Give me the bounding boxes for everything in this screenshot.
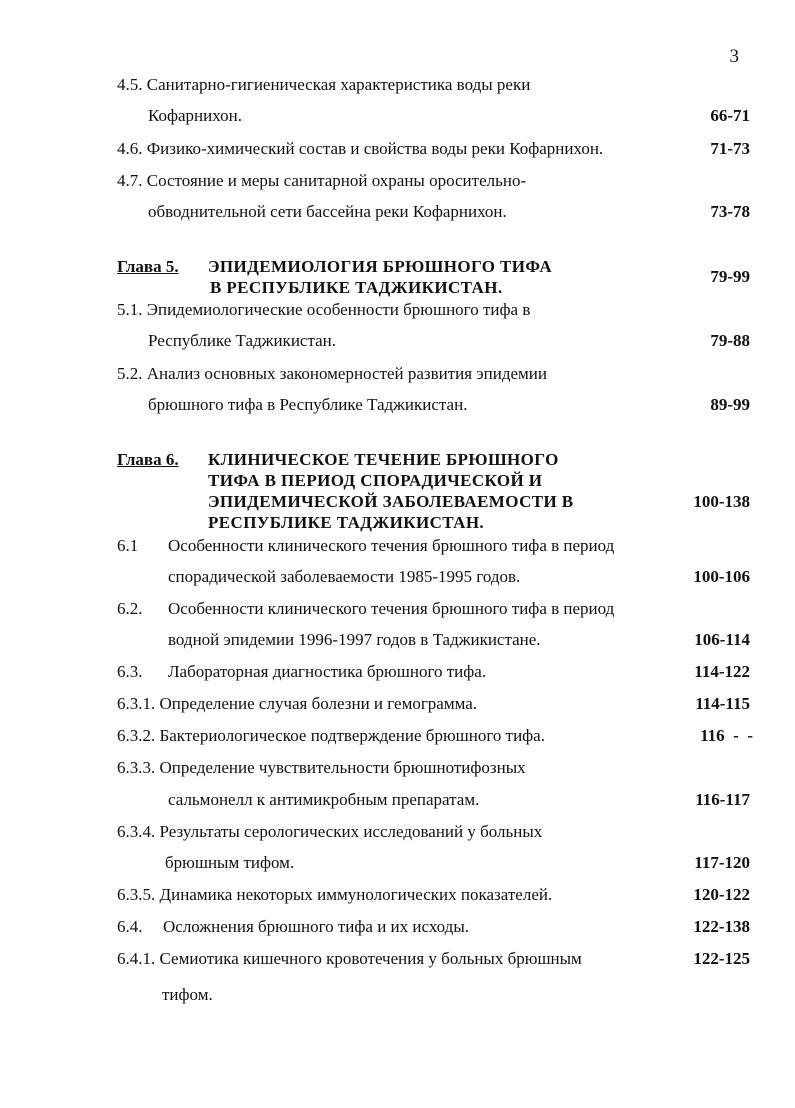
chapter-label: Глава 5. — [117, 257, 179, 276]
chapter-label: Глава 6. — [117, 450, 179, 469]
toc-entry: Лабораторная диагностика брюшного тифа. — [168, 662, 487, 681]
toc-entry: 5.2. Анализ основных закономерностей развития эпидемии — [117, 364, 547, 383]
toc-entry-number: 6.2. — [117, 599, 143, 618]
toc-entry-number: 6.1 — [117, 536, 139, 555]
toc-entry: 6.3.2. Бактериологическое подтверждение брюшного тифа. — [117, 726, 545, 745]
toc-entry: Особенности клинического течения брюшного тифа в период — [168, 536, 615, 555]
toc-entry: 6.3.5. Динамика некоторых иммунологических показателей. — [117, 885, 553, 904]
toc-entry: 4.7. Состояние и меры санитарной охраны оросительно- — [117, 171, 527, 190]
toc-page-range: 114-122 — [694, 662, 750, 681]
chapter-title-line: ТИФА В ПЕРИОД СПОРАДИЧЕСКОЙ И — [208, 471, 543, 490]
chapter-title — [208, 256, 552, 298]
toc-entry: Особенности клинического течения брюшного тифа в период — [168, 599, 615, 618]
toc-page-range: 116 - - — [700, 726, 753, 745]
toc-entry: 5.1. Эпидемиологические особенности брюшного тифа в — [117, 300, 531, 319]
toc-entry: 6.4.1. Семиотика кишечного кровотечения у больных брюшным — [117, 949, 582, 968]
toc-page-range: 106-114 — [694, 630, 750, 649]
toc-page-range: 71-73 — [710, 139, 750, 158]
toc-page-range: 100-106 — [693, 567, 750, 586]
toc-entry-cont: спорадической заболеваемости 1985-1995 годов. — [168, 567, 521, 586]
toc-entry: Осложнения брюшного тифа и их исходы. — [163, 917, 470, 936]
chapter-title-line: В РЕСПУБЛИКЕ ТАДЖИКИСТАН. — [210, 278, 503, 297]
chapter-title-line: РЕСПУБЛИКЕ ТАДЖИКИСТАН. — [208, 513, 485, 532]
toc-page-range: 117-120 — [694, 853, 750, 872]
page-number: 3 — [729, 46, 739, 67]
toc-page-range: 73-78 — [710, 202, 750, 221]
toc-entry-cont: Республике Таджикистан. — [148, 331, 336, 350]
toc-page-range: 114-115 — [695, 694, 750, 713]
toc-entry-cont: водной эпидемии 1996-1997 годов в Таджикистане. — [168, 630, 541, 649]
toc-entry: 6.3.4. Результаты серологических исследований у больных — [117, 822, 543, 841]
chapter-title — [208, 449, 574, 533]
chapter-title-line: ЭПИДЕМИОЛОГИЯ БРЮШНОГО ТИФА — [208, 257, 553, 276]
toc-entry-cont: брюшного тифа в Республике Таджикистан. — [148, 395, 468, 414]
toc-entry: 6.3.1. Определение случая болезни и гемограмма. — [117, 694, 478, 713]
toc-entry: 4.5. Санитарно-гигиеническая характеристика воды реки — [117, 75, 531, 94]
toc-page-range: 89-99 — [710, 395, 750, 414]
toc-entry-cont: обводнительной сети бассейна реки Кофарнихон. — [148, 202, 507, 221]
toc-entry: 6.3.3. Определение чувствительности брюшнотифозных — [117, 758, 526, 777]
toc-page-range: 120-122 — [693, 885, 750, 904]
toc-entry-cont: Кофарнихон. — [148, 106, 242, 125]
chapter-title-line: ЭПИДЕМИЧЕСКОЙ ЗАБОЛЕВАЕМОСТИ В — [208, 492, 574, 511]
toc-entry-cont: брюшным тифом. — [165, 853, 295, 872]
toc-page-range: 116-117 — [695, 790, 750, 809]
chapter-title-line: КЛИНИЧЕСКОЕ ТЕЧЕНИЕ БРЮШНОГО — [208, 450, 559, 469]
toc-page-range: 79-99 — [710, 267, 750, 286]
toc-entry-cont: тифом. — [162, 985, 213, 1004]
toc-page-range: 122-138 — [693, 917, 750, 936]
toc-page-range: 66-71 — [710, 106, 750, 125]
toc-page-range: 79-88 — [710, 331, 750, 350]
toc-entry-number: 6.3. — [117, 662, 143, 681]
toc-page-range: 122-125 — [693, 949, 750, 968]
toc-entry-number: 6.4. — [117, 917, 143, 936]
toc-entry: 4.6. Физико-химический состав и свойства воды реки Кофарнихон. — [117, 139, 604, 158]
toc-entry-cont: сальмонелл к антимикробным препаратам. — [168, 790, 480, 809]
toc-page-range: 100-138 — [693, 492, 750, 511]
